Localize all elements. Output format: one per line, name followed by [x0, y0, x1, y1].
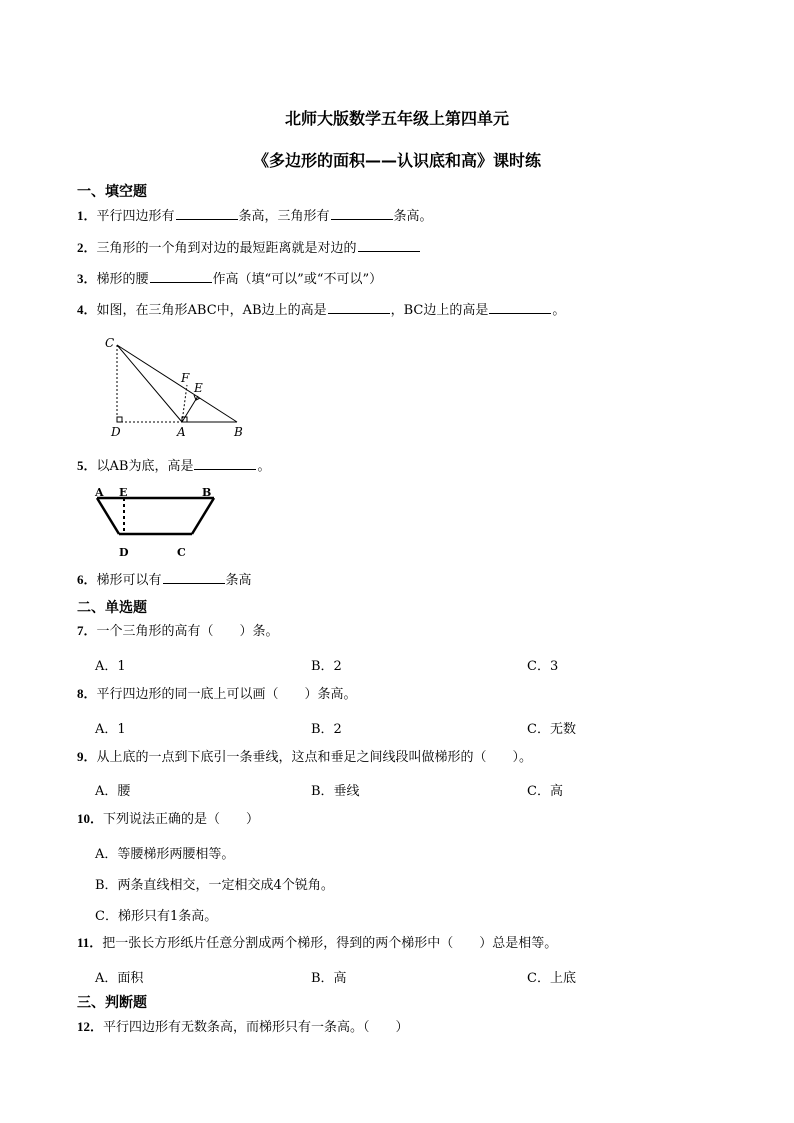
question-text: 下列说法正确的是（ ）: [103, 812, 260, 827]
question-text: 一个三角形的高有（ ）条。: [96, 624, 279, 639]
answer-blank[interactable]: [176, 207, 238, 220]
answer-blank[interactable]: [328, 301, 390, 314]
question-text: 把一张长方形纸片任意分割成两个梯形，得到的两个梯形中（ ）总是相等。: [102, 936, 558, 951]
question-text: 如图，在三角形ABC中，AB边上的高是: [96, 303, 327, 318]
question-2: [77, 239, 421, 257]
option-a[interactable]: A．1: [95, 659, 126, 674]
option-a[interactable]: A．1: [95, 722, 126, 737]
option-b[interactable]: B．垂线: [311, 784, 360, 799]
question-7: [77, 623, 279, 640]
label-c: C: [177, 546, 186, 559]
label-e: E: [119, 486, 128, 499]
option-a[interactable]: A．面积: [95, 971, 144, 986]
answer-blank[interactable]: [358, 239, 420, 252]
question-8: [77, 686, 357, 703]
question-number: 8．: [77, 686, 97, 701]
label-a: A: [95, 486, 104, 499]
question-text: 条高: [225, 573, 252, 588]
option-b[interactable]: B．两条直线相交，一定相交成4个锐角。: [95, 878, 334, 893]
section-fill-blank: 一、填空题: [77, 184, 147, 200]
label-d: D: [111, 425, 121, 439]
option-c[interactable]: C．3: [527, 659, 559, 674]
answer-blank[interactable]: [163, 571, 225, 584]
answer-blank[interactable]: [150, 270, 212, 283]
question-5: [77, 457, 270, 475]
question-12: [77, 1019, 409, 1036]
label-b: B: [234, 425, 243, 439]
question-4: [77, 301, 565, 319]
segment-ad: [97, 498, 119, 534]
title-line-1: 北师大版数学五年级上第四单元: [284, 109, 509, 128]
label-e: E: [194, 381, 203, 395]
question-11: [77, 935, 557, 952]
question-text: 以AB为底，高是: [96, 459, 194, 474]
question-text: 。: [257, 459, 271, 474]
label-a: A: [177, 425, 186, 439]
answer-blank[interactable]: [331, 207, 393, 220]
segment-bc: [192, 498, 214, 534]
option-b[interactable]: B．2: [311, 722, 342, 737]
question-text: 梯形的腰: [96, 272, 149, 287]
question-number: 4．: [77, 302, 97, 317]
question-number: 2．: [77, 240, 97, 255]
question-9: [77, 749, 532, 766]
option-b[interactable]: B．2: [311, 659, 342, 674]
question-text: 从上底的一点到下底引一条垂线，这点和垂足之间线段叫做梯形的（ ）。: [96, 750, 533, 765]
question-number: 1．: [77, 208, 97, 223]
option-c[interactable]: C．无数: [527, 722, 576, 737]
question-number: 3．: [77, 271, 97, 286]
label-c: C: [105, 336, 115, 350]
question-number: 10．: [77, 811, 104, 826]
option-b[interactable]: B．高: [311, 971, 347, 986]
question-text: ，BC边上的高是: [390, 303, 489, 318]
answer-blank[interactable]: [194, 457, 256, 470]
question-text: 。: [552, 303, 566, 318]
question-number: 6．: [77, 572, 97, 587]
question-text: 条高，三角形有: [238, 209, 330, 224]
title-line-2: 《多边形的面积——认识底和高》课时练: [252, 151, 541, 170]
question-3: [77, 270, 382, 288]
question-text: 平行四边形有无数条高，而梯形只有一条高。（ ）: [103, 1020, 409, 1035]
segment-af-dashed: [182, 385, 187, 422]
question-number: 5．: [77, 458, 97, 473]
question-number: 9．: [77, 749, 97, 764]
question-number: 12．: [77, 1019, 104, 1034]
trapezoid-figure: [92, 482, 222, 562]
question-10: [77, 811, 259, 828]
question-6: [77, 571, 252, 589]
answer-blank[interactable]: [489, 301, 551, 314]
question-text: 平行四边形的同一底上可以画（ ）条高。: [96, 687, 357, 702]
option-c[interactable]: C．梯形只有1条高。: [95, 909, 218, 924]
segment-ca: [117, 345, 182, 422]
question-text: 三角形的一个角到对边的最短距离就是对边的: [96, 241, 357, 256]
section-single-choice: 二、单选题: [77, 600, 147, 616]
segment-cb: [117, 345, 237, 422]
option-a[interactable]: A．等腰梯形两腰相等。: [95, 847, 235, 862]
question-text: 作高（填“可以”或“不可以”）: [212, 272, 383, 287]
option-c[interactable]: C．高: [527, 784, 563, 799]
question-number: 11．: [77, 935, 103, 950]
section-true-false: 三、判断题: [77, 995, 147, 1011]
option-a[interactable]: A．腰: [95, 784, 131, 799]
question-text: 梯形可以有: [96, 573, 162, 588]
right-angle-d: [117, 417, 122, 422]
question-1: [77, 207, 433, 225]
question-text: 平行四边形有: [96, 209, 175, 224]
question-text: 条高。: [393, 209, 433, 224]
option-c[interactable]: C．上底: [527, 971, 576, 986]
question-number: 7．: [77, 623, 97, 638]
label-d: D: [119, 546, 129, 559]
triangle-figure: [95, 330, 265, 442]
label-b: B: [202, 486, 212, 499]
label-f: F: [181, 371, 190, 385]
